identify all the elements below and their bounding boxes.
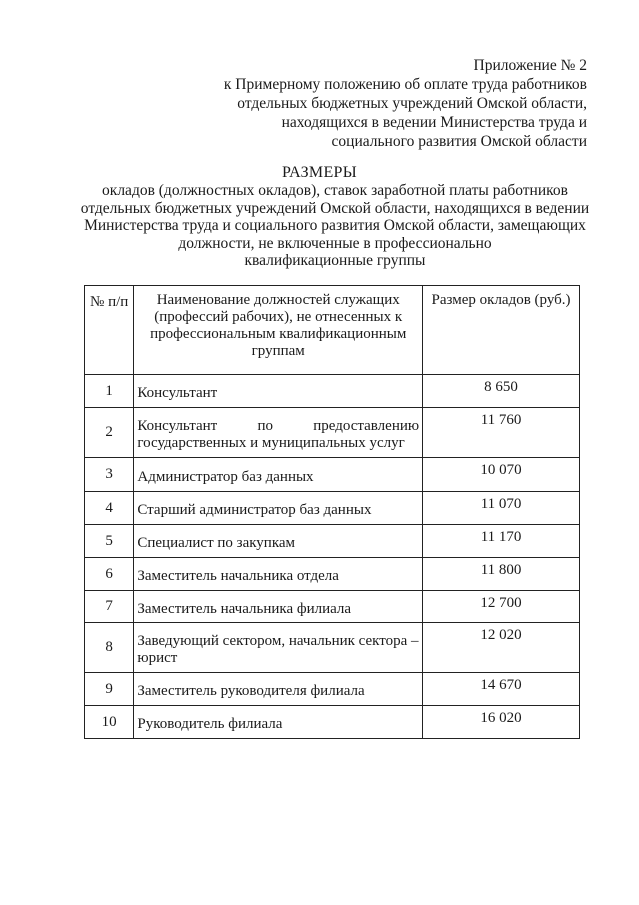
row-salary: 11 070 [423, 492, 580, 525]
subtitle-line: отдельных бюджетных учреждений Омской области, находящихся в ведении [80, 199, 590, 217]
row-salary: 11 760 [423, 408, 580, 458]
row-position: Консультант [134, 375, 423, 408]
row-position: Руководитель филиала [134, 706, 423, 739]
table-row [85, 558, 580, 591]
table-row [85, 623, 580, 673]
header-amount: Размер окладов (руб.) [423, 286, 580, 375]
document-subtitle [70, 182, 600, 270]
appendix-header [167, 56, 587, 151]
row-salary: 10 070 [423, 458, 580, 492]
subtitle-line: квалификационные группы [244, 252, 426, 269]
row-num: 6 [85, 558, 134, 591]
row-salary: 8 650 [423, 375, 580, 408]
header-name: Наименование должностей служащих (профессий рабочих), не отнесенных к профессиональным квалификационным группам [134, 286, 423, 375]
subtitle-line: должности, не включенные в профессионально [178, 234, 492, 252]
table-row [85, 591, 580, 623]
table-row [85, 408, 580, 458]
table-header-row [85, 286, 580, 375]
row-salary: 11 800 [423, 558, 580, 591]
row-num: 10 [85, 706, 134, 739]
row-num: 1 [85, 375, 134, 408]
row-position: Заместитель начальника отдела [134, 558, 423, 591]
subtitle-line: Министерства труда и социального развития Омской области, замещающих [84, 217, 586, 234]
header-num: № п/п [85, 286, 134, 375]
appendix-line: находящихся в ведении Министерства труда и [281, 114, 587, 131]
row-salary: 16 020 [423, 706, 580, 739]
row-num: 7 [85, 591, 134, 623]
table-row [85, 375, 580, 408]
table-row [85, 492, 580, 525]
subtitle-line: окладов (должностных окладов), ставок заработной платы работников [102, 182, 568, 199]
row-position: Заместитель руководителя филиала [134, 673, 423, 706]
appendix-number: Приложение № 2 [473, 57, 587, 74]
appendix-line: отдельных бюджетных учреждений Омской области, [237, 95, 587, 112]
row-num: 2 [85, 408, 134, 458]
row-num: 8 [85, 623, 134, 673]
row-salary: 11 170 [423, 525, 580, 558]
table-row [85, 458, 580, 492]
row-salary: 12 020 [423, 623, 580, 673]
row-position: Заведующий сектором, начальник сектора – юрист [134, 623, 423, 673]
row-position: Консультант по предоставлению государственных и муниципальных услуг [134, 408, 423, 458]
table-row [85, 525, 580, 558]
table-row [85, 673, 580, 706]
row-position: Специалист по закупкам [134, 525, 423, 558]
row-num: 9 [85, 673, 134, 706]
appendix-line: социального развития Омской области [331, 133, 587, 150]
row-num: 3 [85, 458, 134, 492]
row-position: Администратор баз данных [134, 458, 423, 492]
salary-table [84, 285, 580, 739]
row-salary: 12 700 [423, 591, 580, 623]
row-num: 4 [85, 492, 134, 525]
row-position: Старший администратор баз данных [134, 492, 423, 525]
document-title: РАЗМЕРЫ [282, 164, 357, 181]
row-position: Заместитель начальника филиала [134, 591, 423, 623]
table-row [85, 706, 580, 739]
appendix-line: к Примерному положению об оплате труда работников [223, 76, 587, 93]
row-salary: 14 670 [423, 673, 580, 706]
row-num: 5 [85, 525, 134, 558]
